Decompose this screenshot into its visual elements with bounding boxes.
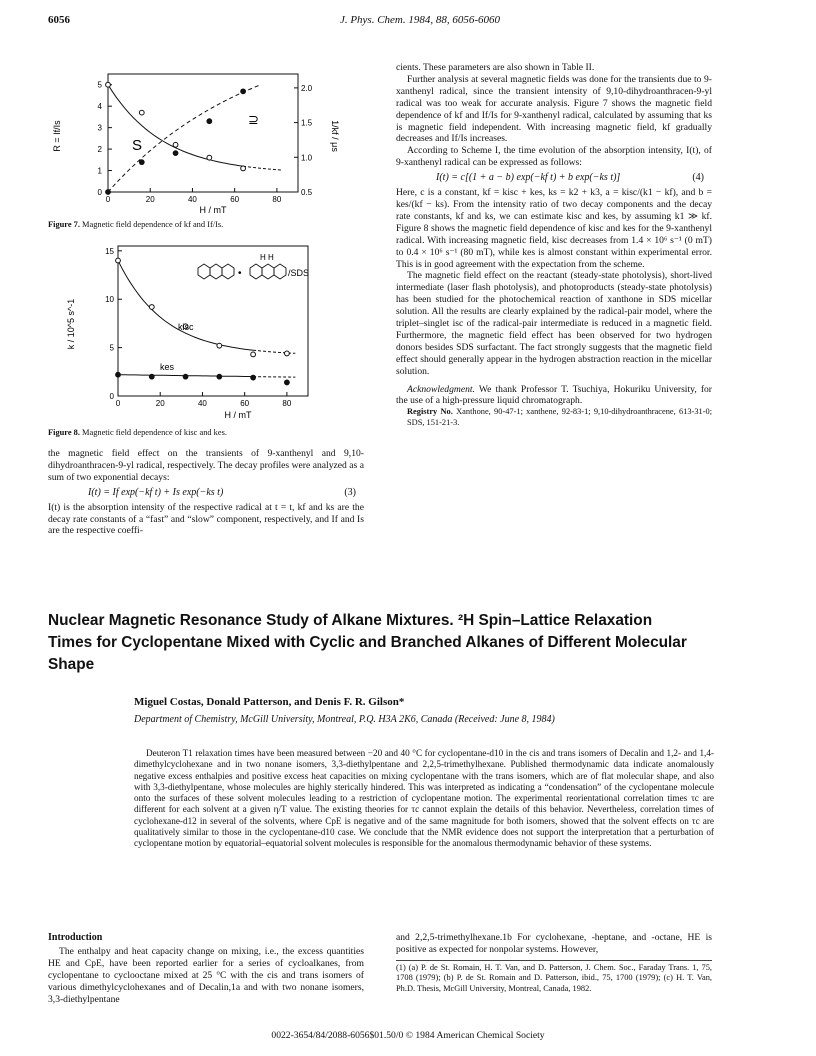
fig7-arrow-right: ⊇: [248, 112, 259, 127]
fig7-point-ratio: [106, 82, 111, 87]
fig7-ytick-left-label: 0: [97, 188, 102, 197]
fig7-xtick-label: 40: [187, 195, 197, 204]
fig7-ylabel-left: R = If/Is: [52, 120, 62, 152]
fig8-xtick-label: 60: [240, 399, 250, 408]
running-head: J. Phys. Chem. 1984, 88, 6056-6060: [339, 14, 501, 26]
article-affiliation: Department of Chemistry, McGill University, Montreal, P.Q. H3A 2K6, Canada (Received: June 8, 1984): [134, 714, 555, 725]
fig7-xlabel: H / mT: [199, 205, 227, 215]
fig8-point-kisc: [116, 258, 121, 263]
footnote-rule: [396, 960, 712, 961]
fig7-ylabel-right: 1/kf / μs: [330, 120, 340, 152]
figure-8-caption: Figure 8. Magnetic field dependence of kisc and kes.: [48, 428, 227, 437]
fig8-ticks: [105, 247, 292, 408]
fig8-point-kes: [217, 374, 222, 379]
fig8-kisc-curve: [118, 261, 253, 351]
left-paragraph-1: the magnetic field effect on the transients of 9-xanthenyl and 9,10-dihydroanthracen-9-yl radical, respectively. The decay profiles were analyzed as a sum of two exponential decays:: [48, 448, 364, 483]
fig8-label-kes: kes: [160, 362, 175, 372]
fig7-point-inv-kf: [173, 151, 178, 156]
fig7-ytick-right-label: 1.0: [301, 153, 313, 163]
fig7-point-inv-kf: [207, 119, 212, 124]
right-paragraph-1: Further analysis at several magnetic fields was done for the transients due to 9-xanthenyl radical, since the transient intensity of 9,10-dihydroanthracen-9-yl radical was too weak for accurate analysis. Figure 7 shows the magnetic field dependence of kf and If/Is for 9-xanthenyl radical, calculated by assuming that ks is magnetic field independent. With increasing magnetic field, kf gradually decreases and If/Is increases.: [396, 73, 712, 145]
fig7-ytick-right-label: 0.5: [301, 188, 313, 197]
page-footer: 0022-3654/84/2088-6056$01.50/0 © 1984 American Chemical Society: [271, 1030, 545, 1041]
footnote: (1) (a) P. de St. Romain, H. T. Van, and D. Patterson, J. Chem. Soc., Faraday Trans. 1, 75, 1708 (1979); (b) P. de St. Romain and D. Patterson, ibid., 75, 1700 (1979); (c) H. T. Van, Ph.D. Thesis, McGill University, Montreal, Canada, 1982.: [396, 963, 712, 993]
fig7-point-ratio: [173, 142, 178, 147]
equation-4: I(t) = c[(1 + a − b) exp(−kf t) + b exp(−ks t)] (4): [436, 172, 704, 184]
fig7-ticks: [98, 81, 313, 204]
left-paragraph-2: I(t) is the absorption intensity of the respective radical at t = t, kf and ks are the decay rate constants of a “fast” and “slow” component, respectively, and If and Is are the respective coeffi-: [48, 501, 364, 537]
fig8-ytick-label: 10: [105, 295, 114, 305]
fig8-ytick-label: 5: [109, 343, 114, 353]
right-paragraph-4: The magnetic field effect on the reactant (steady-state photolysis), short-lived intermediate (laser flash photolysis), and photoproducts (steady-state photolysis) has been studied for the photochemical reaction of xanthone in SDS micellar solution. All the results are clearly explained by the radical-pair model, where the triplet–singlet isc of the radical-pair intermediate is reduced in a magnetic field. Furthermore, the magnetic field effect has been observed for two hydrogen donors besides SDS surfactant. The fact strongly suggests that the magnetic field effect should generally appear in the hydrogen abstraction reaction in the micellar solution.: [396, 270, 712, 377]
fig8-ylabel: k / 10^5 s^-1: [66, 298, 76, 350]
figure-7-chart: [48, 64, 348, 216]
fig7-point-inv-kf: [139, 160, 144, 165]
right-column-text: [396, 62, 712, 428]
fig8-point-kisc: [149, 305, 154, 310]
page-number: 6056: [48, 14, 70, 26]
fig8-xtick-label: 20: [155, 399, 165, 408]
fig7-point-inv-kf: [106, 190, 111, 195]
figure-8-chart: [48, 238, 348, 422]
fig8-inset-molecules: [198, 264, 286, 279]
fig8-points: [116, 258, 290, 385]
fig7-point-ratio: [207, 155, 212, 160]
figure-7-caption: Figure 7. Magnetic field dependence of kf and If/Is.: [48, 220, 224, 229]
fig7-fit-curve-right: [108, 85, 260, 192]
fig7-arrow-left: S: [132, 137, 143, 154]
fig7-points: [106, 82, 246, 194]
right-paragraph-3: Here, c is a constant, kf = kisc + kes, ks = k2 + k3, a = kisc/(k1 − kf), and b = kes/(kf − ks). From the intensity ratio of two decay components and the decay rate constants, kf and ks, we can estimate kisc and kes, by assuming k1 ≫ kf. Figure 8 shows the magnetic field dependence of kisc and kes for the 9-xanthenyl radical. With increasing magnetic field, kisc decreases from 1.4 × 10⁶ s⁻¹ (0 mT) to 0.4 × 10⁶ s⁻¹ (80 mT), while kes is almost constant within experimental error. This is in good agreement with the expectation from the scheme.: [396, 187, 712, 270]
fig8-plot-frame: [118, 246, 308, 396]
fig7-fit-curve-left-ext: [243, 166, 281, 170]
fig7-ytick-left-label: 5: [97, 80, 102, 90]
registry-numbers: Registry No. Xanthone, 90-47-1; xanthene, 92-83-1; 9,10-dihydroanthracene, 613-31-0; SDS, 151-21-3.: [407, 407, 713, 427]
intro-right: and 2,2,5-trimethylhexane.1b For cyclohexane, -heptane, and -octane, HE is positive as expected for nonpolar systems. However,: [396, 932, 712, 955]
right-paragraph-2: According to Scheme I, the time evolution of the absorption intensity, I(t), of 9-xanthenyl radical can be expressed as follows:: [396, 145, 712, 169]
fig7-ytick-right-label: 2.0: [301, 83, 313, 93]
fig8-point-kes: [183, 374, 188, 379]
fig7-ytick-left-label: 2: [97, 145, 102, 155]
fig8-point-kes: [284, 380, 289, 385]
fig8-xtick-label: 0: [115, 399, 121, 408]
fig8-xlabel: H / mT: [224, 410, 252, 420]
fig7-xtick-label: 80: [272, 195, 282, 204]
right-paragraph-0: cients. These parameters are also shown in Table II.: [396, 62, 595, 73]
article-title: Nuclear Magnetic Resonance Study of Alkane Mixtures. ²H Spin–Lattice Relaxation Times for Cyclopentane Mixed with Cyclic and Branched Alkanes of Different Molecular Shape: [48, 612, 687, 673]
fig7-point-ratio: [139, 110, 144, 115]
fig8-label-kisc: kisc: [178, 322, 194, 332]
fig8-inset-sds: /SDS: [288, 268, 310, 278]
intro-left: The enthalpy and heat capacity change on mixing, i.e., the excess quantities HE and CpE, have been reported earlier for a series of cycloalkanes, from cyclopentane to cyclooctane mixed at 25 °C with the cis and trans isomers of various dimethylcyclohexanes and of Decalin,1a and with two nonane isomers, 3,3-diethylpentane: [48, 946, 364, 1005]
fig7-ytick-left-label: 3: [97, 123, 102, 133]
fig7-point-inv-kf: [241, 89, 246, 94]
fig8-inset-plus: •: [238, 268, 242, 279]
article-authors: Miguel Costas, Donald Patterson, and Denis F. R. Gilson*: [134, 696, 405, 708]
fig8-inset-hh: H H: [260, 253, 274, 262]
fig8-point-kes: [149, 374, 154, 379]
fig7-point-ratio: [241, 166, 246, 171]
fig8-point-kes: [116, 372, 121, 377]
fig7-ytick-right-label: 1.5: [301, 118, 313, 128]
fig7-xtick-label: 0: [105, 195, 111, 204]
fig7-plot-frame: [108, 74, 298, 192]
fig7-xtick-label: 60: [230, 195, 240, 204]
left-column-text: [48, 448, 364, 537]
fig8-point-kisc: [217, 343, 222, 348]
fig8-ytick-label: 15: [105, 246, 114, 256]
fig8-ytick-label: 0: [109, 392, 114, 401]
article-abstract: Deuteron T1 relaxation times have been measured between −20 and 40 °C for cyclopentane-d10 in the cis and trans isomers of Decalin and 1,2- and 1,4-dimethylcyclohexane and in two nonane isomers, 3,3-diethylpentane and 2,2,5-trimethylhexane. Published thermodynamic data indicate anomalously negative excess enthalpies and positive excess heat capacities on mixing cyclopentane with the trans isomers, which are of flat molecular shape, and also with 3,3-diethylpentane, whose molecules are highly sterically hindered. This was interpreted as indicating a “condensation” of the cyclopentane molecule onto the surfaces of these solvent molecules leading to a restriction of cyclopentane motion. The experimental reorientational correlation times τc are different for each solvent at a given η/T value. The existing theories for τc cannot explain the details of this behavior. Nevertheless, correlation times of cyclohexane-d12 in several of the solvents, where CpE is negative and of the same magnitude for both isomers, showed that the solvent effects on τc are qualitatively similar to those in the cyclopentane-d10 case. We conclude that the NMR evidence does not support the interpretation that a perturbation of cyclopentane motion by equatorial–equatorial solvent molecules is responsible for the anomalous thermodynamic behavior of these systems.: [134, 748, 714, 849]
acknowledgment: Acknowledgment. We thank Professor T. Tsuchiya, Hokuriku University, for the use of a high-pressure liquid chromatograph.: [396, 383, 712, 407]
fig8-point-kisc: [284, 351, 289, 356]
fig7-ytick-left-label: 4: [97, 102, 102, 112]
equation-3: I(t) = If exp(−kf t) + Is exp(−ks t) (3): [88, 486, 356, 498]
fig8-xtick-label: 40: [197, 399, 207, 408]
fig7-ytick-left-label: 1: [97, 166, 102, 176]
fig8-point-kisc: [251, 352, 256, 357]
fig7-xtick-label: 20: [145, 195, 155, 204]
fig8-xtick-label: 80: [282, 399, 292, 408]
fig8-point-kes: [251, 375, 256, 380]
intro-heading: Introduction: [48, 932, 103, 943]
